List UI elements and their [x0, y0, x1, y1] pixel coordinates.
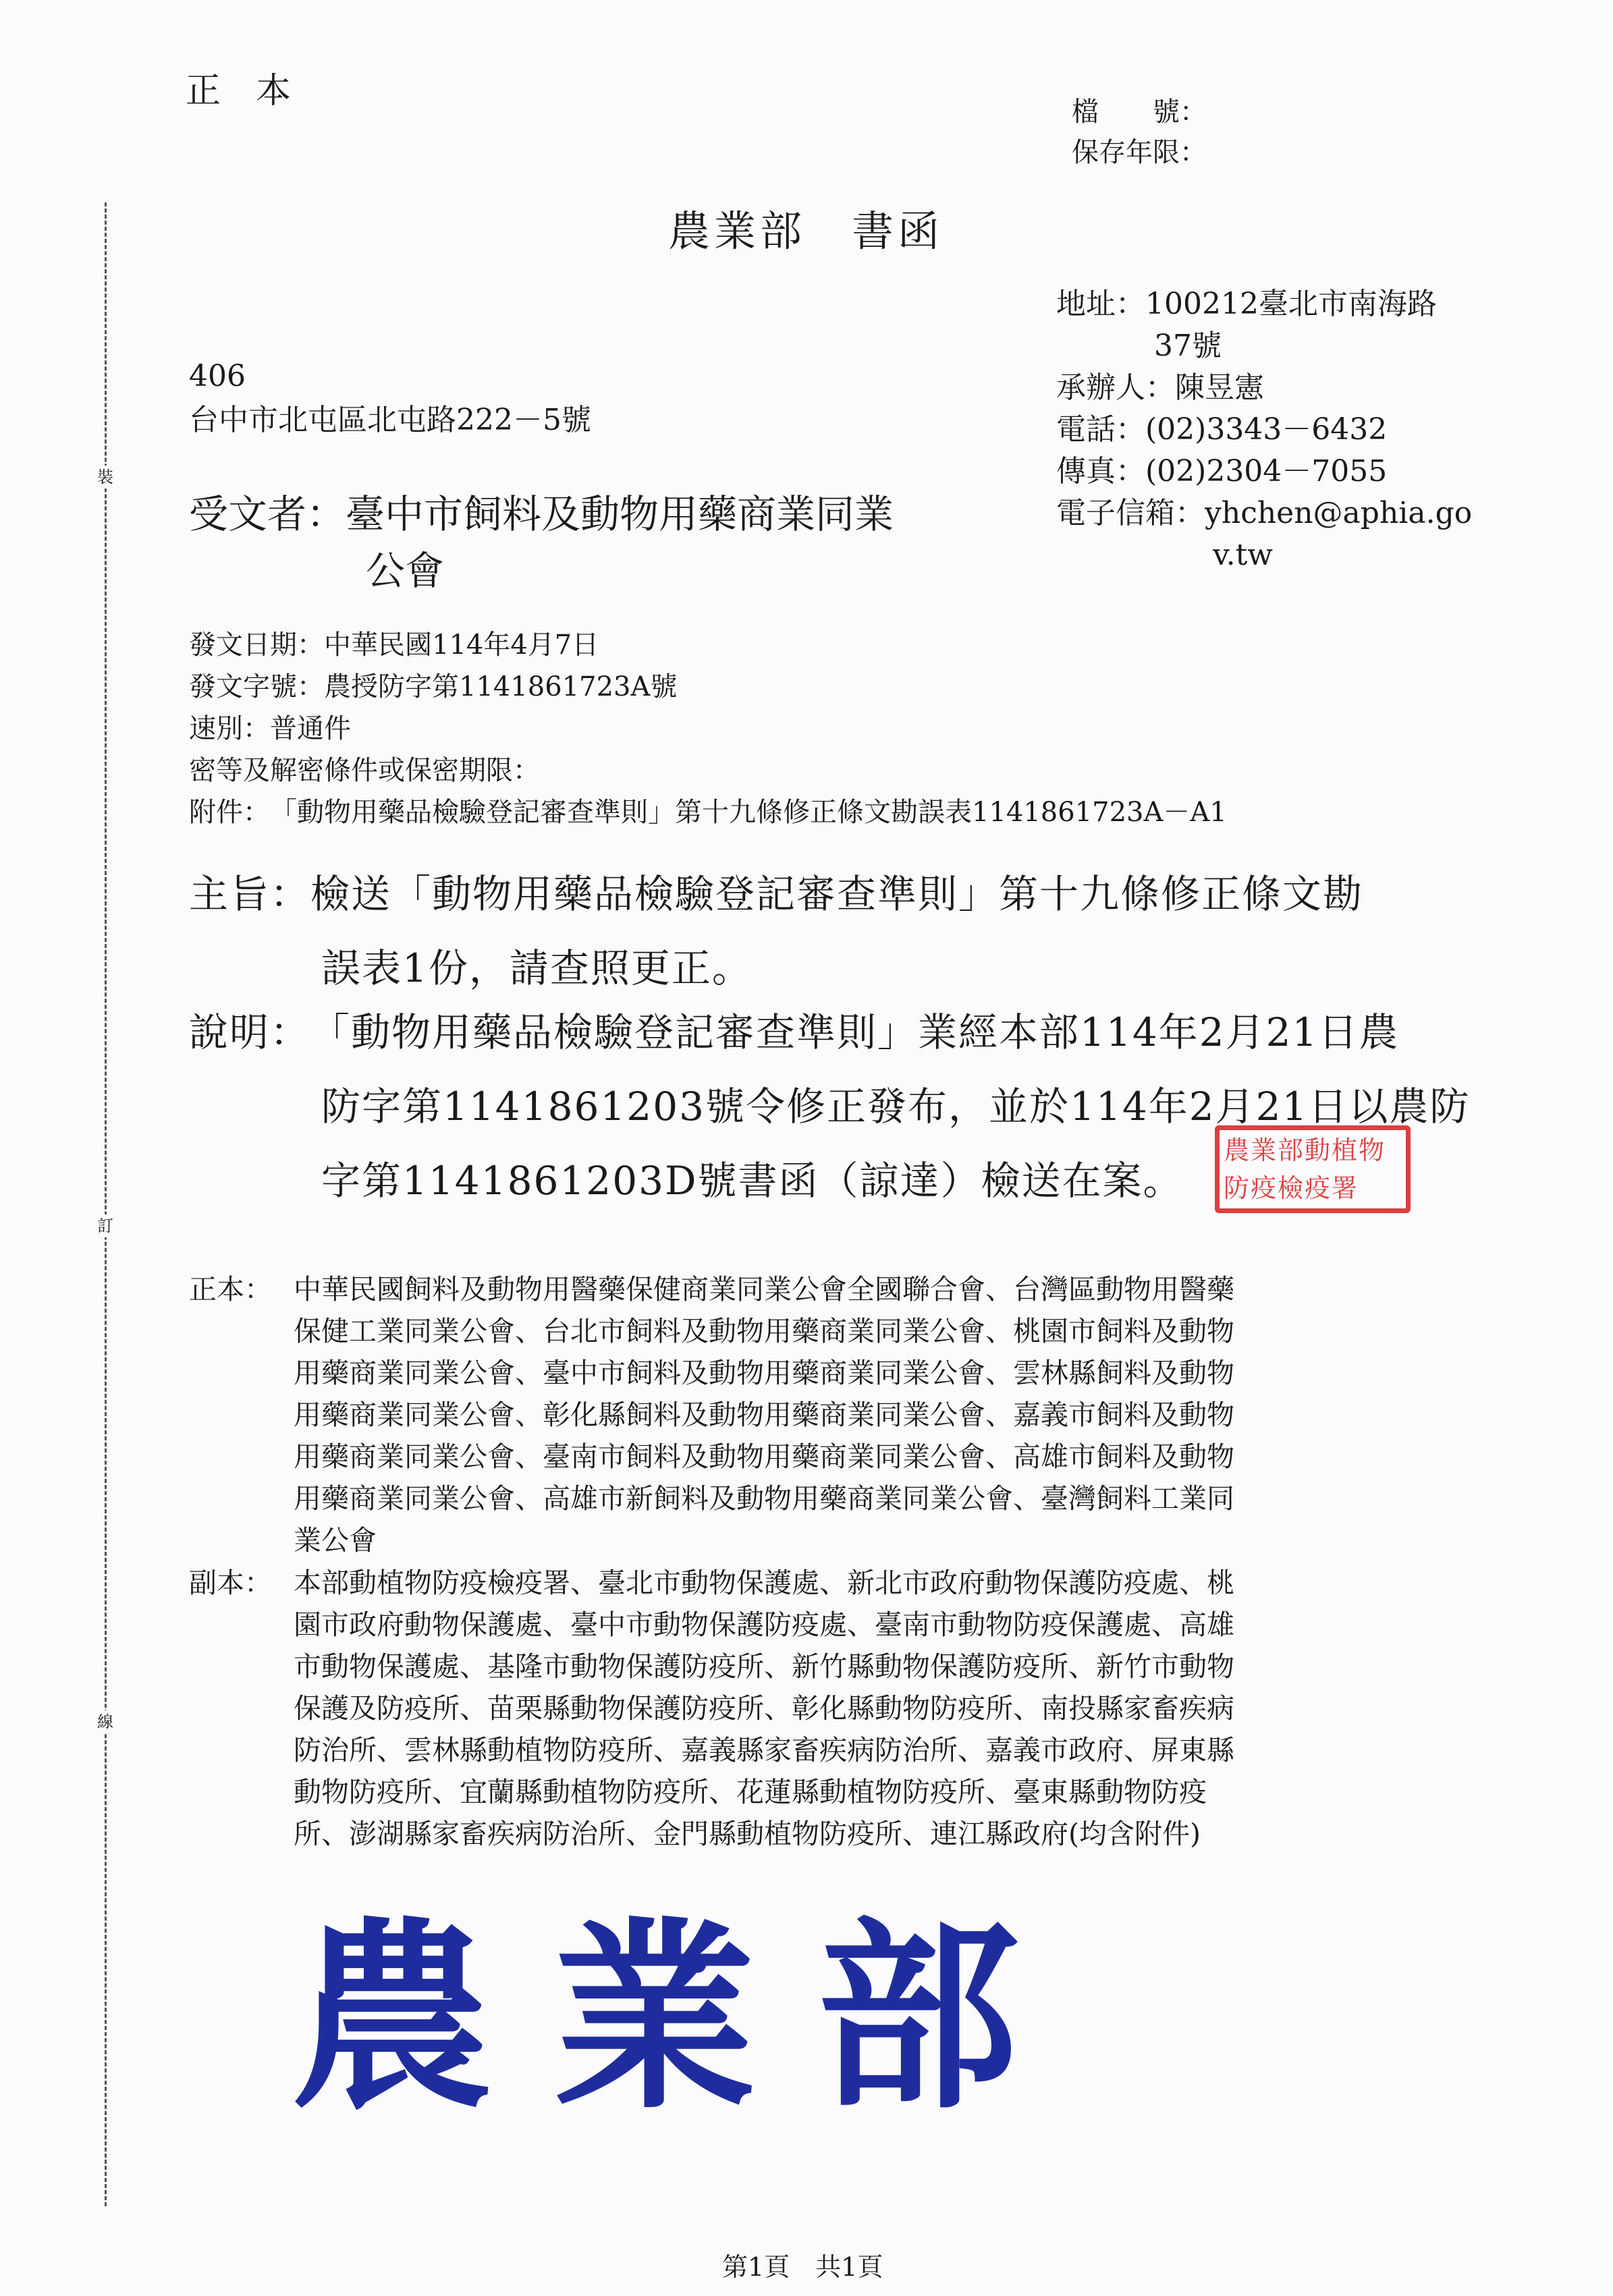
meta-speed-value: 普通件 [270, 713, 351, 744]
explanation-row [189, 995, 1470, 1069]
meta-date-row [189, 624, 1227, 666]
copy-recipients-label: 副本： [189, 1567, 272, 1599]
sender-info [1056, 283, 1472, 576]
sender-contact-row [1056, 367, 1472, 409]
recipient-street: 台中市北屯區北屯路222－5號 [189, 403, 591, 437]
subject-line-2: 誤表1份，請查照更正。 [321, 945, 753, 991]
meta-security-label: 密等及解密條件或保密期限： [189, 755, 540, 786]
sender-address-value-2: 37號 [1154, 329, 1222, 363]
sender-fax-value: (02)2304－7055 [1145, 454, 1388, 488]
original-recipients-line: 保健工業同業公會、台北市飼料及動物用藥商業同業公會、桃園市飼料及動物 [294, 1315, 1234, 1347]
document-title: 農業部 書函 [668, 206, 944, 256]
subject-line-1: 檢送「動物用藥品檢驗登記審查準則」第十九條修正條文勘 [310, 871, 1364, 917]
addressee-name-cont: 公會 [366, 548, 445, 594]
copy-recipients-line: 所、澎湖縣家畜疾病防治所、金門縣動植物防疫所、連江縣政府(均含附件) [294, 1818, 1201, 1850]
recipient-zip: 406 [189, 359, 246, 393]
copy-recipients-line: 園市政府動物保護處、臺中市動物保護防疫處、臺南市動物防疫保護處、高雄 [294, 1608, 1234, 1641]
original-recipients-row [189, 1268, 1234, 1561]
sender-email-label: 電子信箱： [1056, 496, 1205, 530]
retention-label: 保存年限： [1072, 137, 1207, 168]
explanation-line-1: 「動物用藥品檢驗登記審查準則」業經本部114年2月21日農 [310, 1009, 1400, 1055]
meta-number-value: 農授防字第1141861723A號 [324, 671, 678, 702]
original-recipients-line: 中華民國飼料及動物用醫藥保健商業同業公會全國聯合會、台灣區動物用醫藥 [294, 1273, 1234, 1306]
sender-address-label: 地址： [1056, 287, 1145, 321]
sender-email-value: yhchen@aphia.go [1205, 496, 1473, 530]
sender-contact-label: 承辦人： [1056, 370, 1175, 405]
agency-mark: 農業部 [290, 1898, 1080, 2136]
addressee-row [189, 486, 894, 542]
original-recipients-line: 用藥商業同業公會、臺中市飼料及動物用藥商業同業公會、雲林縣飼料及動物 [294, 1357, 1234, 1389]
document-meta [189, 624, 1227, 833]
copy-recipients-line: 防治所、雲林縣動植物防疫所、嘉義縣家畜疾病防治所、嘉義市政府、屏東縣 [294, 1734, 1234, 1766]
sender-phone-value: (02)3343－6432 [1145, 412, 1388, 447]
meta-attachment-label: 附件： [189, 797, 270, 828]
sender-email-row-2 [1056, 534, 1472, 576]
meta-attachment-row [189, 791, 1227, 833]
original-recipients-line: 用藥商業同業公會、臺南市飼料及動物用藥商業同業公會、高雄市飼料及動物 [294, 1440, 1234, 1473]
copy-recipients-line: 保護及防疫所、苗栗縣動物保護防疫所、彰化縣動物防疫所、南投縣家畜疾病 [294, 1692, 1234, 1725]
original-recipients-line: 用藥商業同業公會、高雄市新飼料及動物用藥商業同業公會、臺灣飼料工業同 [294, 1482, 1234, 1515]
explanation-label: 說明： [189, 1009, 311, 1055]
explanation-line-2: 防字第1141861203號令修正發布，並於114年2月21日以農防 [321, 1084, 1471, 1129]
binding-mark-zhuang: 裝 [94, 466, 116, 488]
sender-phone-label: 電話： [1056, 412, 1145, 447]
copy-recipients-line: 本部動植物防疫檢疫署、臺北市動物保護處、新北市政府動物保護防疫處、桃 [294, 1567, 1234, 1599]
copy-recipients-line: 動物防疫所、宜蘭縣動植物防疫所、花蓮縣動植物防疫所、臺東縣動物防疫 [294, 1776, 1207, 1808]
official-seal: 農業部動植物防疫檢疫署 [1215, 1125, 1411, 1213]
subject-label: 主旨： [189, 871, 311, 917]
original-recipients-line: 業公會 [294, 1524, 377, 1557]
sender-email-value-2: v.tw [1213, 538, 1273, 572]
subject-block [189, 857, 1363, 1005]
meta-speed-label: 速別： [189, 713, 270, 744]
file-number-label: 檔 號： [1072, 96, 1207, 128]
binding-margin-line [105, 202, 107, 2206]
sender-contact-value: 陳昱憲 [1175, 370, 1264, 405]
addressee-name: 臺中市飼料及動物用藥商業同業 [346, 491, 894, 537]
sender-address-row-2 [1056, 325, 1472, 367]
meta-speed-row [189, 708, 1227, 750]
page-footer: 第1頁 共1頁 [722, 2252, 883, 2282]
copy-recipients-line: 市動物保護處、基隆市動物保護防疫所、新竹縣動物保護防疫所、新竹市動物 [294, 1650, 1234, 1683]
sender-fax-row [1056, 451, 1472, 493]
meta-number-label: 發文字號： [189, 671, 324, 702]
meta-date-value: 中華民國114年4月7日 [324, 629, 599, 661]
binding-mark-xian: 線 [94, 1710, 116, 1733]
meta-attachment-value: 「動物用藥品檢驗登記審查準則」第十九條修正條文勘誤表1141861723A－A1 [270, 797, 1227, 828]
sender-phone-row [1056, 409, 1472, 451]
original-recipients-line: 用藥商業同業公會、彰化縣飼料及動物用藥商業同業公會、嘉義市飼料及動物 [294, 1399, 1234, 1431]
copy-recipients [189, 1562, 1234, 1855]
meta-number-row [189, 666, 1227, 708]
addressee-label: 受文者： [189, 491, 346, 537]
original-recipients-list [294, 1268, 1234, 1561]
sender-address-row [1056, 283, 1472, 325]
original-recipients [189, 1268, 1234, 1561]
subject-row [189, 857, 1363, 931]
sender-email-row [1056, 493, 1472, 534]
copy-label: 正 本 [186, 71, 292, 111]
sender-fax-label: 傳真： [1056, 454, 1145, 488]
addressee [189, 486, 894, 599]
original-recipients-label: 正本： [189, 1273, 272, 1306]
meta-date-label: 發文日期： [189, 629, 324, 661]
copy-recipients-list [294, 1562, 1234, 1855]
explanation-line-3: 字第1141861203D號書函（諒達）檢送在案。 [321, 1158, 1184, 1204]
meta-security-row [189, 750, 1227, 791]
binding-mark-ding: 訂 [94, 1214, 116, 1237]
copy-recipients-row [189, 1562, 1234, 1855]
sender-address-value: 100212臺北市南海路 [1145, 287, 1437, 321]
